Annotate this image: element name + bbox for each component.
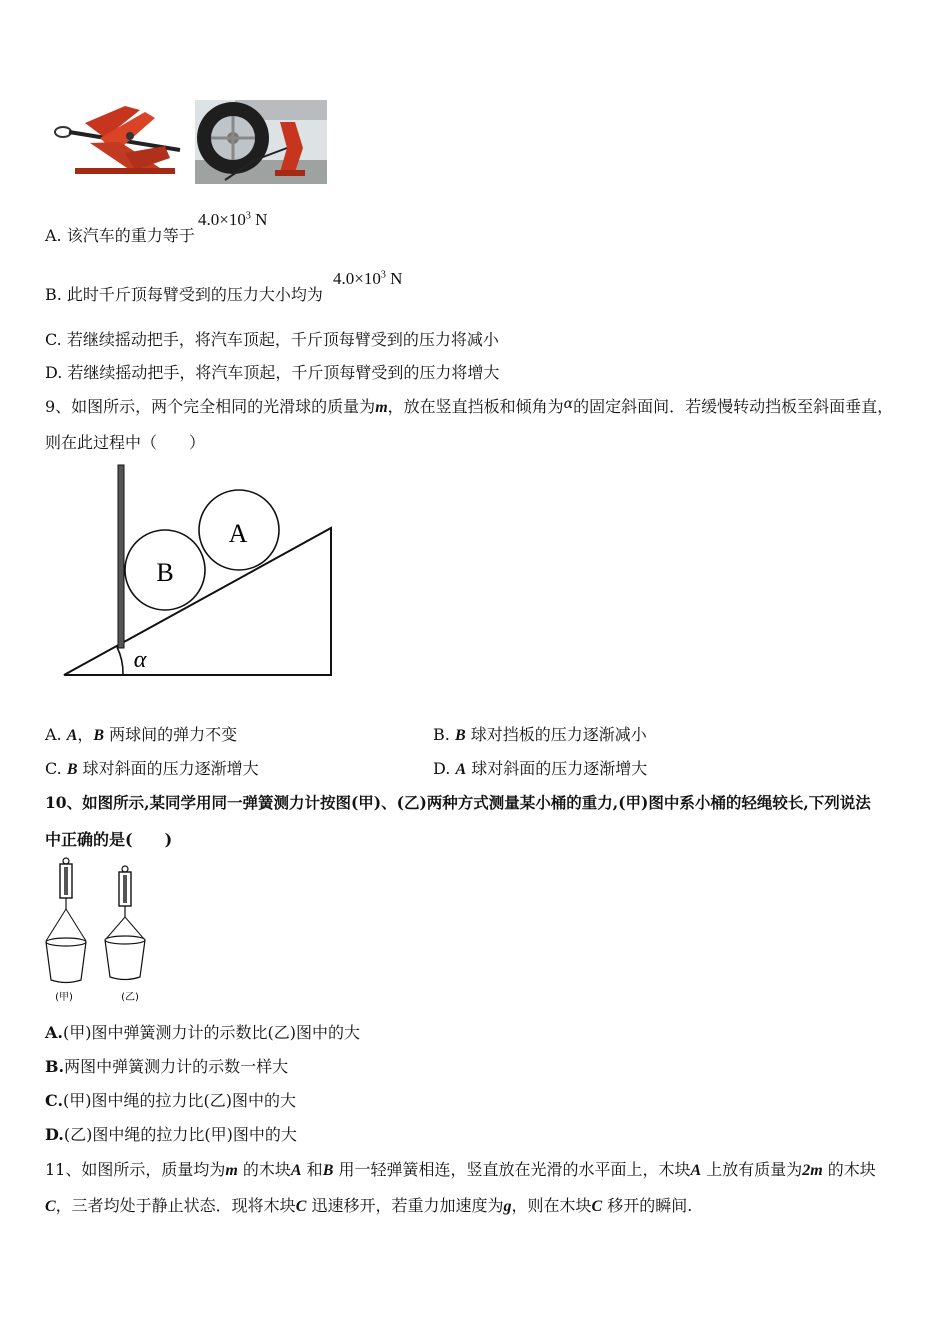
fig-label-yi: (乙) [121,992,139,1003]
q8-option-c: C. 若继续摇动把手，将汽车顶起，千斤顶每臂受到的压力将减小 [45,330,499,349]
q10-stem-line1: 10、如图所示,某同学用同一弹簧测力计按图(甲)、(乙)两种方式测量某小桶的重力,(甲)图中系小桶的轻绳较长,下列说法 [45,793,871,812]
q8-option-a: A. 该汽车的重力等于 [45,226,195,245]
q9-option-a: A. A，B 两球间的弹力不变 [45,725,238,744]
q8-option-b-formula: $4.0\times 10^3$ N [333,269,403,288]
q9-option-b: B. B 球对挡板的压力逐渐减小 [433,725,647,744]
fig-label-jia: (甲) [55,992,73,1003]
q10-option-c: C.(甲)图中绳的拉力比(乙)图中的大 [45,1091,297,1110]
q11-stem-line1: 11、如图所示，质量均为m 的木块A 和B 用一轻弹簧相连，竖直放在光滑的水平面上，木块A 上放有质量为2m 的木块 [45,1160,876,1179]
q10-option-d: D.(乙)图中绳的拉力比(甲)图中的大 [45,1125,297,1144]
q8-option-a-formula: $4.0\times 10^3$ N [198,210,268,229]
spring-scale-bucket-diagram [40,855,155,1005]
q11-stem-line2: C，三者均处于静止状态．现将木块C 迅速移开，若重力加速度为g，则在木块C 移开的瞬间. [45,1196,693,1215]
q9-option-c: C. B 球对斜面的压力逐渐增大 [45,759,259,778]
q8-option-b: B. 此时千斤顶每臂受到的压力大小均为 [45,285,323,304]
car-jack-photo [195,100,327,184]
q9-stem-line2: 则在此过程中（ ） [45,433,206,452]
q9-option-d: D. A 球对斜面的压力逐渐增大 [433,759,648,778]
jack-photo [45,98,185,183]
ball-a-label: A [228,519,248,548]
q10-option-a: A.(甲)图中弹簧测力计的示数比(乙)图中的大 [45,1023,360,1042]
q8-option-d: D. 若继续摇动把手，将汽车顶起，千斤顶每臂受到的压力将增大 [45,363,500,382]
angle-alpha-label: α [133,647,147,673]
incline-two-balls-diagram [60,460,340,682]
ball-b-label: B [156,558,174,587]
q10-option-b: B.两图中弹簧测力计的示数一样大 [45,1057,289,1076]
q9-stem-line1: 9、如图所示，两个完全相同的光滑球的质量为m，放在竖直挡板和倾角为α的固定斜面间．若缓慢转动挡板至斜面垂直， [45,396,894,416]
q10-stem-line2: 中正确的是( ) [45,830,173,849]
